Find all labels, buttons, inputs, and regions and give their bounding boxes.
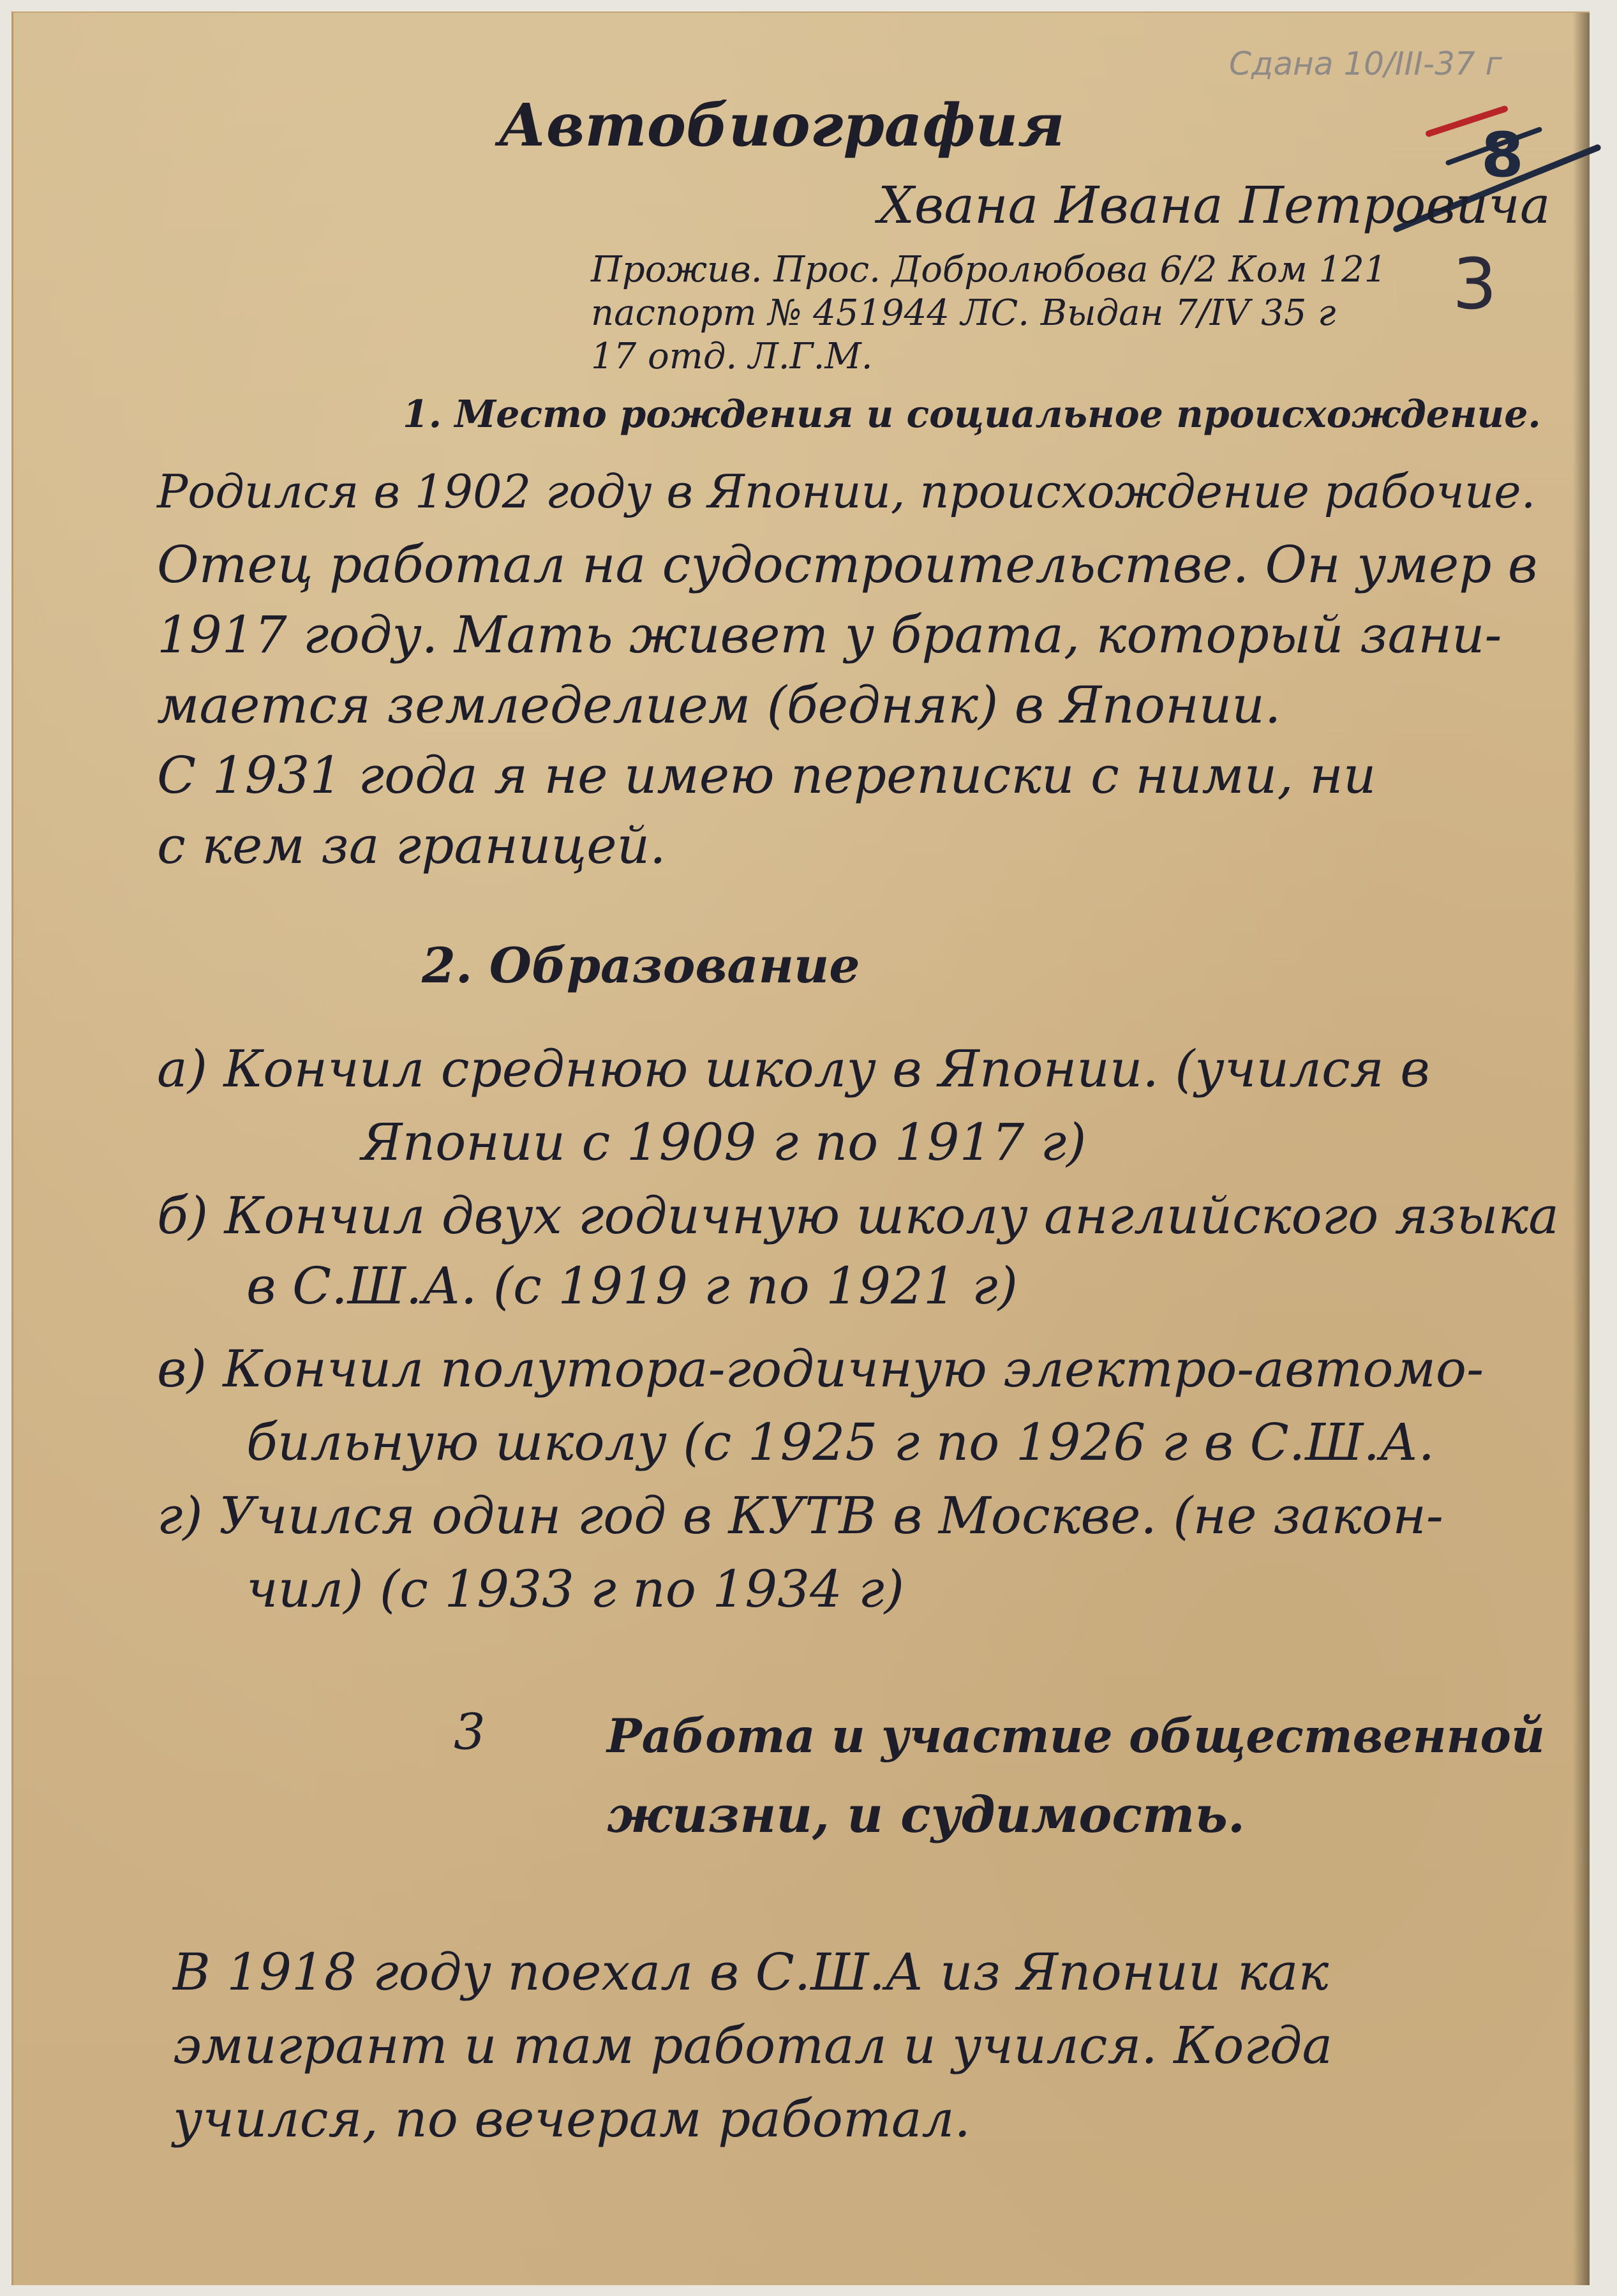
section-2-line: а) Кончил среднюю школу в Японии. (учился в	[157, 1039, 1430, 1099]
section-3-number: 3	[454, 1704, 486, 1761]
document-page	[11, 11, 1590, 2285]
page-edge-shadow	[1573, 13, 1590, 2285]
section-1-heading: 1. Место рождения и социальное происхождение.	[403, 392, 1541, 436]
section-2-line: бильную школу (с 1925 г по 1926 г в С.Ш.А.	[246, 1413, 1434, 1472]
section-2-line: б) Кончил двух годичную школу английского языка	[157, 1186, 1559, 1245]
section-1-line: 1917 году. Мать живет у брата, который зани-	[157, 605, 1502, 664]
folio-mark: 8	[1481, 119, 1524, 191]
address-line: Прожив. Прос. Добролюбова 6/2 Ком 121	[591, 249, 1387, 290]
section-1-line: С 1931 года я не имею переписки с ними, ни	[157, 746, 1376, 805]
section-3-line: В 1918 году поехал в С.Ш.А из Японии как	[173, 1942, 1329, 2002]
section-1-line: с кем за границей.	[157, 816, 666, 875]
author-name: Хвана Ивана Петровича	[878, 176, 1551, 235]
section-1-line: Родился в 1902 году в Японии, происхождение рабочие.	[157, 465, 1536, 518]
page-number: 3	[1452, 243, 1497, 325]
section-2-heading: 2. Образование	[422, 937, 860, 994]
section-2-line: в С.Ш.А. (с 1919 г по 1921 г)	[246, 1256, 1018, 1316]
section-3-heading: Работа и участие общественной	[607, 1709, 1545, 1764]
section-3-heading-continued: жизни, и судимость.	[607, 1786, 1245, 1844]
department-line: 17 отд. Л.Г.М.	[591, 336, 873, 377]
section-2-line: в) Кончил полутора-годичную электро-автомо-	[157, 1339, 1484, 1399]
section-3-line: эмигрант и там работал и учился. Когда	[173, 2016, 1333, 2075]
section-1-line: мается земледелием (бедняк) в Японии.	[157, 675, 1281, 735]
document-title: Автобиография	[498, 91, 1065, 160]
section-2-line: г) Учился один год в КУТВ в Москве. (не закон-	[157, 1486, 1443, 1545]
archive-note: Сдана 10/III-37 г	[1229, 45, 1502, 82]
section-3-line: учился, по вечерам работал.	[173, 2089, 971, 2149]
passport-line: паспорт № 451944 ЛС. Выдан 7/IV 35 г	[591, 292, 1336, 334]
section-2-line: Японии с 1909 г по 1917 г)	[361, 1113, 1087, 1172]
section-1-line: Отец работал на судостроительстве. Он умер в	[157, 535, 1538, 594]
section-2-line: чил) (с 1933 г по 1934 г)	[246, 1559, 904, 1619]
